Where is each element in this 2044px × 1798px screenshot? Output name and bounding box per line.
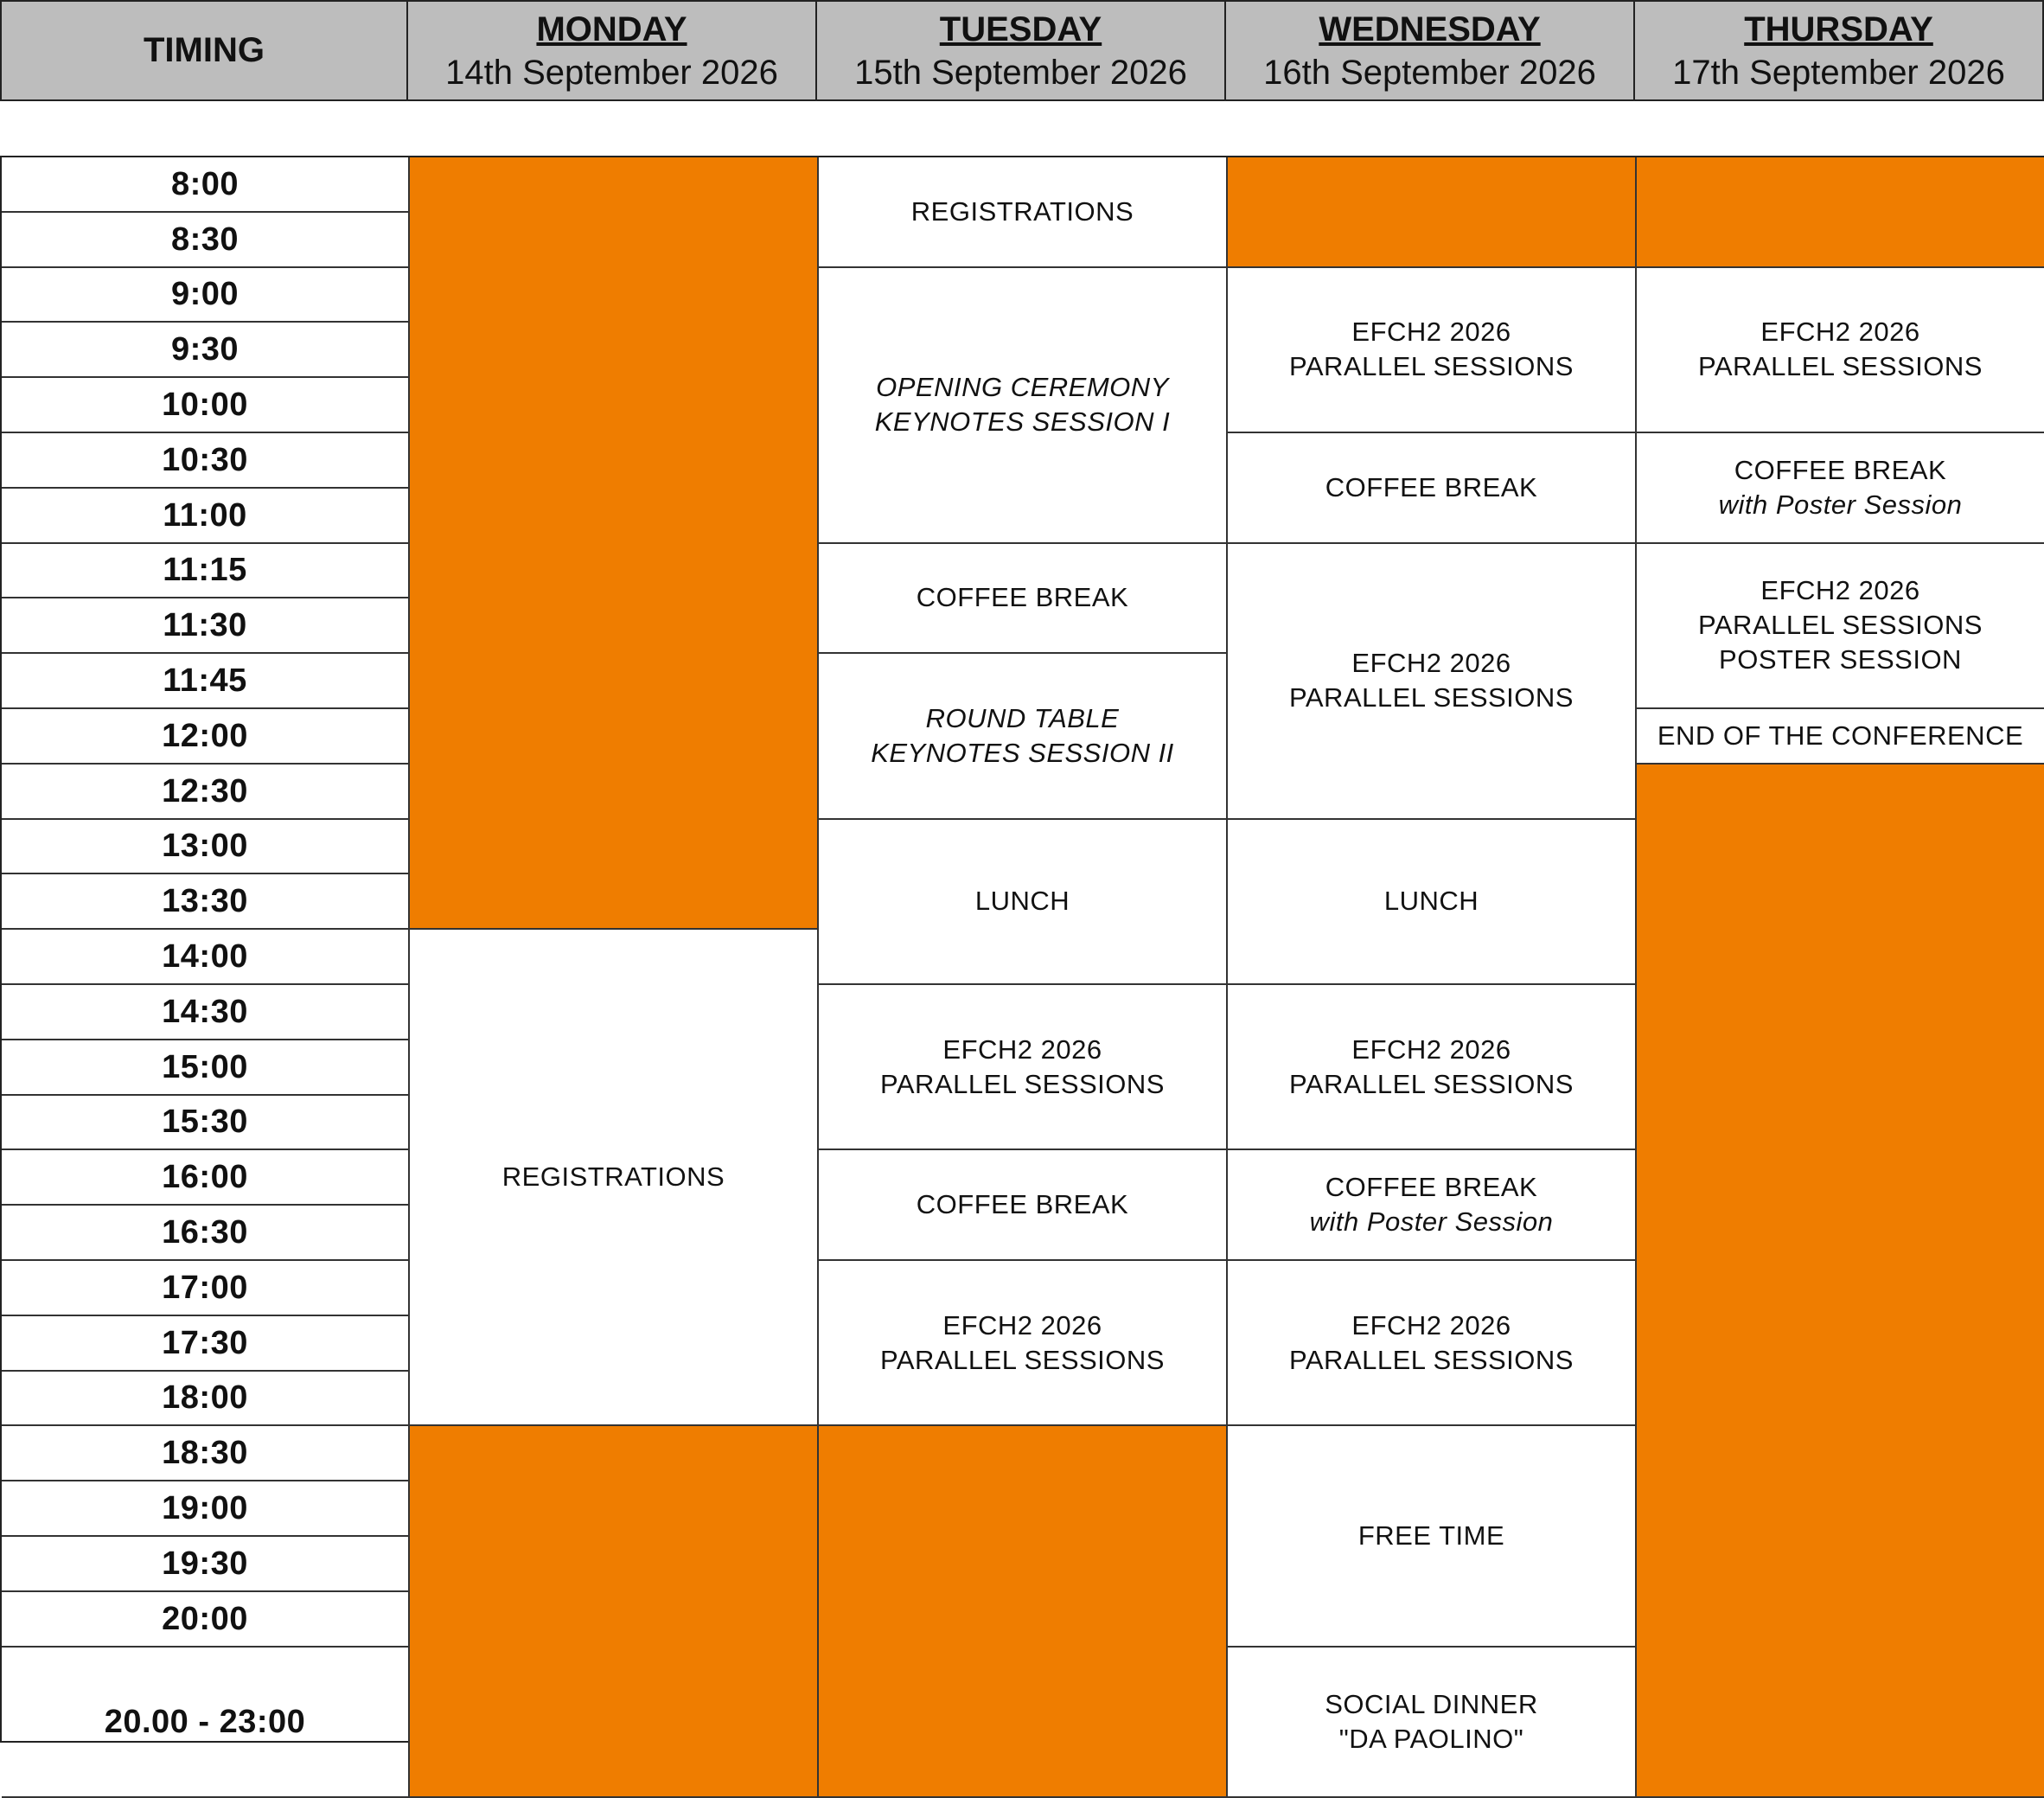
day-date: 17th September 2026 <box>1672 53 2005 92</box>
event-social-dinner <box>1228 1648 1637 1798</box>
event-label: LUNCH <box>1383 886 1479 917</box>
time-slot: 10:00 <box>2 378 410 433</box>
event-registrations-monday <box>410 930 819 1426</box>
time-slot: 16:30 <box>2 1206 410 1261</box>
event-parallel-sessions <box>819 985 1228 1150</box>
event-lunch <box>1228 820 1637 985</box>
time-slot: 11:30 <box>2 598 410 654</box>
event-parallel-sessions <box>1228 985 1637 1150</box>
time-slot: 17:30 <box>2 1316 410 1372</box>
event-label: PARALLEL SESSIONS <box>1698 610 1983 641</box>
time-slot: 14:30 <box>2 985 410 1040</box>
event-label: EFCH2 2026 <box>1351 1033 1511 1065</box>
event-opening-ceremony <box>819 268 1228 544</box>
time-slot: 9:30 <box>2 323 410 378</box>
day-header-monday <box>408 0 817 101</box>
event-label: OPENING CEREMONY <box>876 372 1169 403</box>
day-header-wednesday <box>1226 0 1635 101</box>
time-slot: 8:30 <box>2 213 410 268</box>
empty-slot <box>410 1426 819 1798</box>
event-label: "DA PAOLINO" <box>1338 1723 1524 1754</box>
event-parallel-sessions <box>1228 1261 1637 1426</box>
time-slot: 19:30 <box>2 1537 410 1592</box>
time-slot: 16:00 <box>2 1150 410 1206</box>
time-slot: 15:00 <box>2 1040 410 1096</box>
event-label: REGISTRATIONS <box>501 1161 725 1193</box>
event-label: EFCH2 2026 <box>1351 648 1511 679</box>
schedule-header <box>0 0 2044 101</box>
time-slot: 18:30 <box>2 1426 410 1481</box>
event-label: COFFEE BREAK <box>916 582 1129 613</box>
time-slot: 13:30 <box>2 874 410 930</box>
event-label: PARALLEL SESSIONS <box>880 1068 1165 1099</box>
event-end-of-conference <box>1637 709 2044 765</box>
event-parallel-sessions <box>1228 544 1637 820</box>
time-slot: 10:30 <box>2 433 410 489</box>
event-label: KEYNOTES SESSION II <box>871 737 1174 768</box>
event-label: SOCIAL DINNER <box>1325 1688 1538 1719</box>
day-header-thursday <box>1635 0 2044 101</box>
day-header-tuesday <box>817 0 1226 101</box>
event-label: POSTER SESSION <box>1719 644 1962 675</box>
event-label: EFCH2 2026 <box>1351 1309 1511 1341</box>
event-label: FREE TIME <box>1357 1520 1505 1551</box>
time-slot: 11:00 <box>2 489 410 544</box>
time-slot: 11:45 <box>2 654 410 709</box>
event-label: COFFEE BREAK <box>1734 454 1947 485</box>
time-slot: 9:00 <box>2 268 410 323</box>
event-parallel-sessions <box>819 1261 1228 1426</box>
event-label: COFFEE BREAK <box>1325 471 1538 502</box>
empty-slot <box>1637 765 2044 1798</box>
time-slot: 15:30 <box>2 1096 410 1151</box>
time-slot: 12:30 <box>2 765 410 820</box>
event-label: EFCH2 2026 <box>1760 575 1920 606</box>
event-coffee-break <box>819 544 1228 655</box>
event-lunch <box>819 820 1228 985</box>
day-date: 16th September 2026 <box>1263 53 1596 92</box>
day-name: WEDNESDAY <box>1319 10 1541 48</box>
time-slot: 18:00 <box>2 1372 410 1427</box>
time-slot: 12:00 <box>2 709 410 765</box>
day-date: 15th September 2026 <box>854 53 1187 92</box>
timing-header <box>0 0 408 101</box>
event-label: REGISTRATIONS <box>910 195 1134 227</box>
event-coffee-break-poster <box>1637 433 2044 544</box>
time-slot: 14:00 <box>2 930 410 985</box>
event-label: PARALLEL SESSIONS <box>1289 351 1574 382</box>
event-label: PARALLEL SESSIONS <box>1289 1344 1574 1375</box>
event-label: COFFEE BREAK <box>1325 1172 1538 1203</box>
event-free-time <box>1228 1426 1637 1647</box>
event-label: EFCH2 2026 <box>1351 317 1511 348</box>
event-label: ROUND TABLE <box>925 702 1120 733</box>
event-sublabel: with Poster Session <box>1309 1206 1554 1238</box>
time-slot: 20:00 <box>2 1592 410 1648</box>
event-coffee-break <box>1228 433 1637 544</box>
event-label: EFCH2 2026 <box>942 1033 1102 1065</box>
event-parallel-poster-sessions <box>1637 544 2044 709</box>
timing-label: TIMING <box>144 31 265 69</box>
event-label: PARALLEL SESSIONS <box>1289 682 1574 713</box>
event-label: COFFEE BREAK <box>916 1189 1129 1220</box>
empty-slot <box>1637 157 2044 268</box>
event-label: PARALLEL SESSIONS <box>1698 351 1983 382</box>
event-label: EFCH2 2026 <box>942 1309 1102 1341</box>
time-slot: 20.00 - 23:00 <box>2 1648 410 1798</box>
time-slot: 11:15 <box>2 544 410 599</box>
day-name: MONDAY <box>536 10 687 48</box>
time-slot: 19:00 <box>2 1481 410 1537</box>
time-slot: 17:00 <box>2 1261 410 1316</box>
time-slot: 8:00 <box>2 157 410 213</box>
day-date: 14th September 2026 <box>445 53 778 92</box>
empty-slot <box>410 157 819 930</box>
event-label: LUNCH <box>974 886 1070 917</box>
event-registrations-tuesday <box>819 157 1228 268</box>
schedule-grid <box>0 156 2044 1754</box>
event-label: EFCH2 2026 <box>1760 317 1920 348</box>
event-label: END OF THE CONFERENCE <box>1657 720 2024 751</box>
time-slot: 13:00 <box>2 820 410 875</box>
day-name: THURSDAY <box>1744 10 1933 48</box>
event-coffee-break-poster <box>1228 1150 1637 1261</box>
empty-slot <box>1228 157 1637 268</box>
event-label: KEYNOTES SESSION I <box>874 406 1171 438</box>
event-label: PARALLEL SESSIONS <box>880 1344 1165 1375</box>
event-label: PARALLEL SESSIONS <box>1289 1068 1574 1099</box>
empty-slot <box>819 1426 1228 1798</box>
event-sublabel: with Poster Session <box>1718 489 1963 520</box>
event-round-table <box>819 654 1228 819</box>
event-parallel-sessions <box>1637 268 2044 433</box>
event-parallel-sessions <box>1228 268 1637 433</box>
event-coffee-break <box>819 1150 1228 1261</box>
day-name: TUESDAY <box>939 10 1102 48</box>
